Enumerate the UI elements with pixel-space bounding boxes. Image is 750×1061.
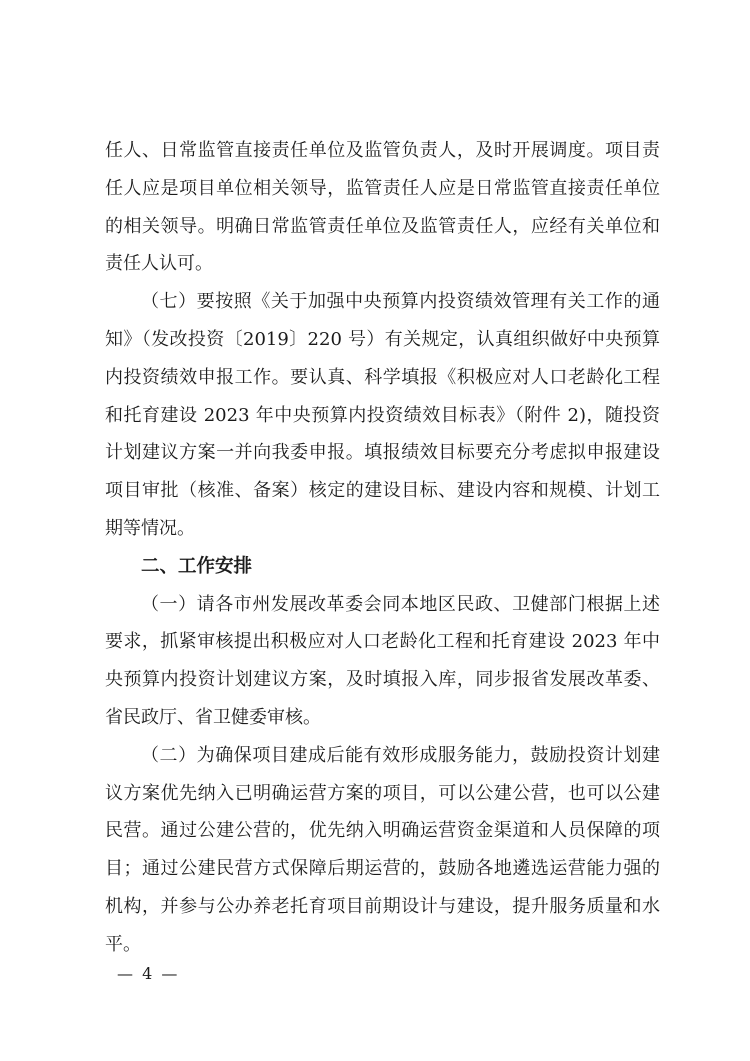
section-heading-work-arrangement: 二、工作安排 [141,555,253,577]
paragraph-item-two: （二）为确保项目建成后能有效形成服务能力，鼓励投资计划建议方案优先纳入已明确运营方案的项目，可以公建公营，也可以公建民营。通过公建公营的，优先纳入明确运营资金渠道和人员保障的项目；通过公建民营方式保障后期运营的，鼓励各地遴选运营能力强的机构，并参与公办养老托育项目前期设计与建设，提升服务质量和水平。 [105,744,660,955]
page-number: — 4 — [117,964,180,983]
document-body [105,132,660,964]
paragraph-item-seven: （七）要按照《关于加强中央预算内投资绩效管理有关工作的通知》（发改投资〔2019〕220 号）有关规定，认真组织做好中央预算内投资绩效申报工作。要认真、科学填报《积极应对人口老龄化工程和托育建设 2023 年中央预算内投资绩效目标表》（附件 2)，随投资计划建议方案一并向我委申报。填报绩效目标要充分考虑拟申报建设项目审批（核准、备案）核定的建设目标、建设内容和规模、计划工期等情况。 [105,291,660,539]
paragraph-continued: 任人、日常监管直接责任单位及监管负责人，及时开展调度。项目责任人应是项目单位相关领导，监管责任人应是日常监管直接责任单位的相关领导。明确日常监管责任单位及监管责任人，应经有关单位和责任人认可。 [105,140,660,275]
paragraph-item-one: （一）请各市州发展改革委会同本地区民政、卫健部门根据上述要求，抓紧审核提出积极应对人口老龄化工程和托育建设 2023 年中央预算内投资计划建议方案，及时填报入库，同步报省发展改革委、省民政厅、省卫健委审核。 [105,593,660,728]
